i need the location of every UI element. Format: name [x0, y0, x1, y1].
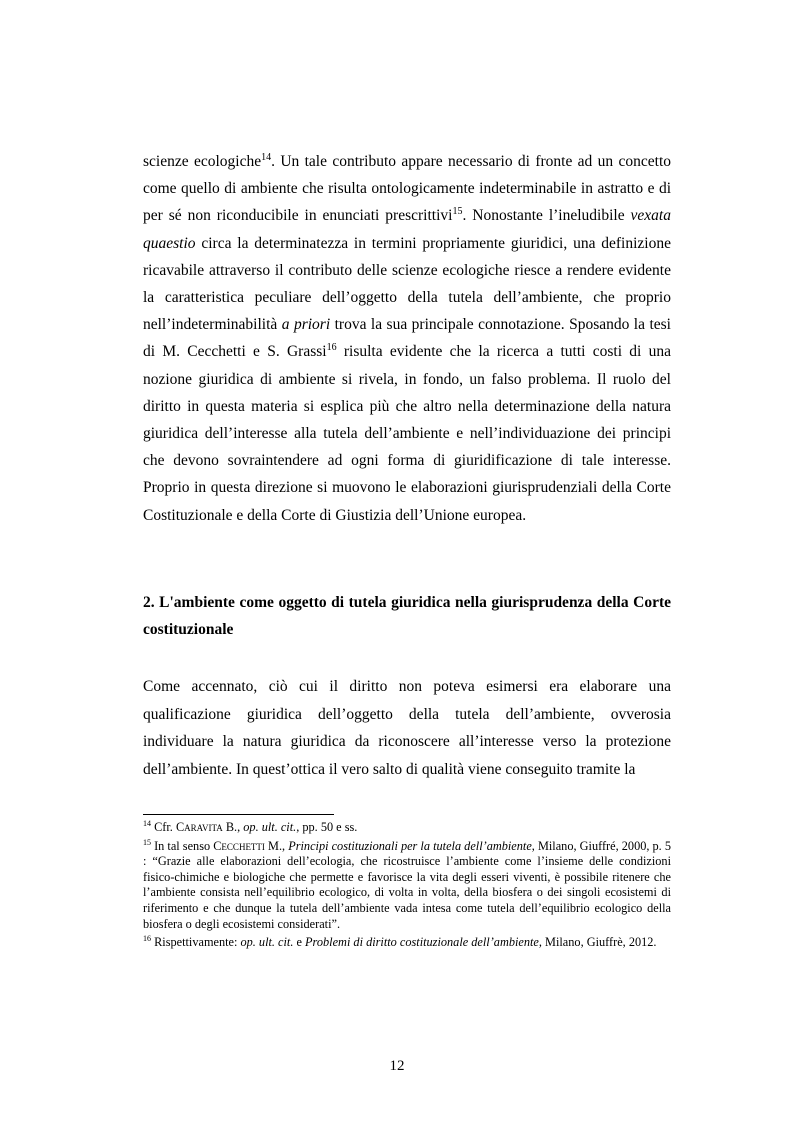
text-run: e: [293, 935, 306, 950]
text-run: , Milano, Giuffré, 2000, p. 5 : “Grazie alle elaborazioni dell’ecologia, che ricostruisce l’ambiente come l’insieme delle condizioni fisico-chimiche e biologiche che permette e favorisce la vita degli esseri viventi, è possibile ritenere che l’ambiente consista nell’equilibrio ecologico, di volta in volta, della biosfera o dei singoli ecosistemi di riferimento e che dunque la tutela dell’ambiente vada intesa come tutela dell’equilibrio ecologico della biosfera o degli ecosistemi considerati”.: [143, 838, 671, 931]
footnote-16: [143, 935, 671, 951]
footnote-number: 16: [143, 934, 151, 944]
footnote-ref-16[interactable]: 16: [326, 342, 337, 354]
text-run: Milano, Giuffrè, 2012.: [541, 935, 657, 950]
text-run: B.,: [222, 820, 244, 834]
body-paragraph-2: Come accennato, ciò cui il diritto non poteva esimersi era elaborare una qualificazione giuridica dell’oggetto della tutela dell’ambiente, ovverosia individuare la natura giuridica da riconoscere all’interesse verso la protezione dell’ambiente. In quest’ottica il vero salto di qualità viene conseguito tramite la: [143, 678, 671, 778]
italic-citation: op. ult. cit.: [243, 820, 297, 834]
italic-citation: Problemi di diritto costituzionale dell’ambiente,: [305, 935, 542, 950]
body-paragraph: [143, 148, 671, 529]
footnote-ref-14[interactable]: 14: [261, 151, 272, 163]
footnote-number: 15: [143, 837, 151, 847]
text-run: In tal senso: [151, 838, 214, 853]
footnotes: [143, 820, 671, 954]
page-number: 12: [389, 1058, 405, 1074]
footnote-ref-15[interactable]: 15: [452, 206, 463, 218]
italic-citation: Principi costituzionali per la tutela dell’ambiente: [288, 838, 532, 853]
footnote-divider: [143, 814, 334, 815]
text-run: trova la sua principale connotazione. Sposando la tesi di M. Cecchetti e S. Grassi: [143, 316, 671, 361]
footnote-15: [143, 839, 671, 933]
footnote-14: [143, 820, 671, 836]
text-run: scienze ecologiche: [143, 153, 262, 170]
section-heading: 2. L'ambiente come oggetto di tutela giuridica nella giurisprudenza della Corte costituzionale: [143, 594, 671, 638]
text-run: Rispettivamente:: [151, 935, 241, 950]
text-run: risulta evidente che la ricerca a tutti costi di una nozione giuridica di ambiente si rivela, in fondo, un falso problema. Il ruolo del diritto in questa materia si esplica più che altro nella determinazione della natura giuridica dell’interesse alla tutela dell’ambiente e nell’individuazione dei principi che devono sovraintendere ad ogni forma di giuridificazione di tale interesse. Proprio in questa direzione si muovono le elaborazioni giurisprudenziali della Corte Costituzionale e della Corte di Giustizia dell’Unione europea.: [143, 343, 671, 524]
author-name: Caravita: [175, 820, 223, 834]
italic-term: a priori: [281, 316, 331, 334]
footnote-number: 14: [143, 818, 151, 828]
author-name: Cecchetti: [213, 838, 265, 853]
text-run: , pp. 50 e ss.: [296, 820, 358, 834]
text-run: M.,: [264, 838, 289, 853]
text-run: . Un tale contributo appare necessario di fronte ad un concetto come quello di ambiente che risulta ontologicamente indeterminabile in astratto e di per sé non riconducibile in enunciati prescrittivi: [143, 153, 671, 225]
italic-term: vexata quaestio: [143, 207, 671, 252]
text-run: Cfr.: [151, 820, 176, 834]
text-run: circa la determinatezza in termini propriamente giuridici, una definizione ricavabile attraverso il contributo delle scienze ecologiche riesce a rendere evidente la caratteristica peculiare dell’oggetto della tutela dell’ambiente, che proprio nell’indeterminabilità: [143, 234, 671, 334]
text-run: . Nonostante l’ineludibile: [462, 207, 631, 225]
italic-citation: op. ult. cit.: [240, 935, 294, 950]
